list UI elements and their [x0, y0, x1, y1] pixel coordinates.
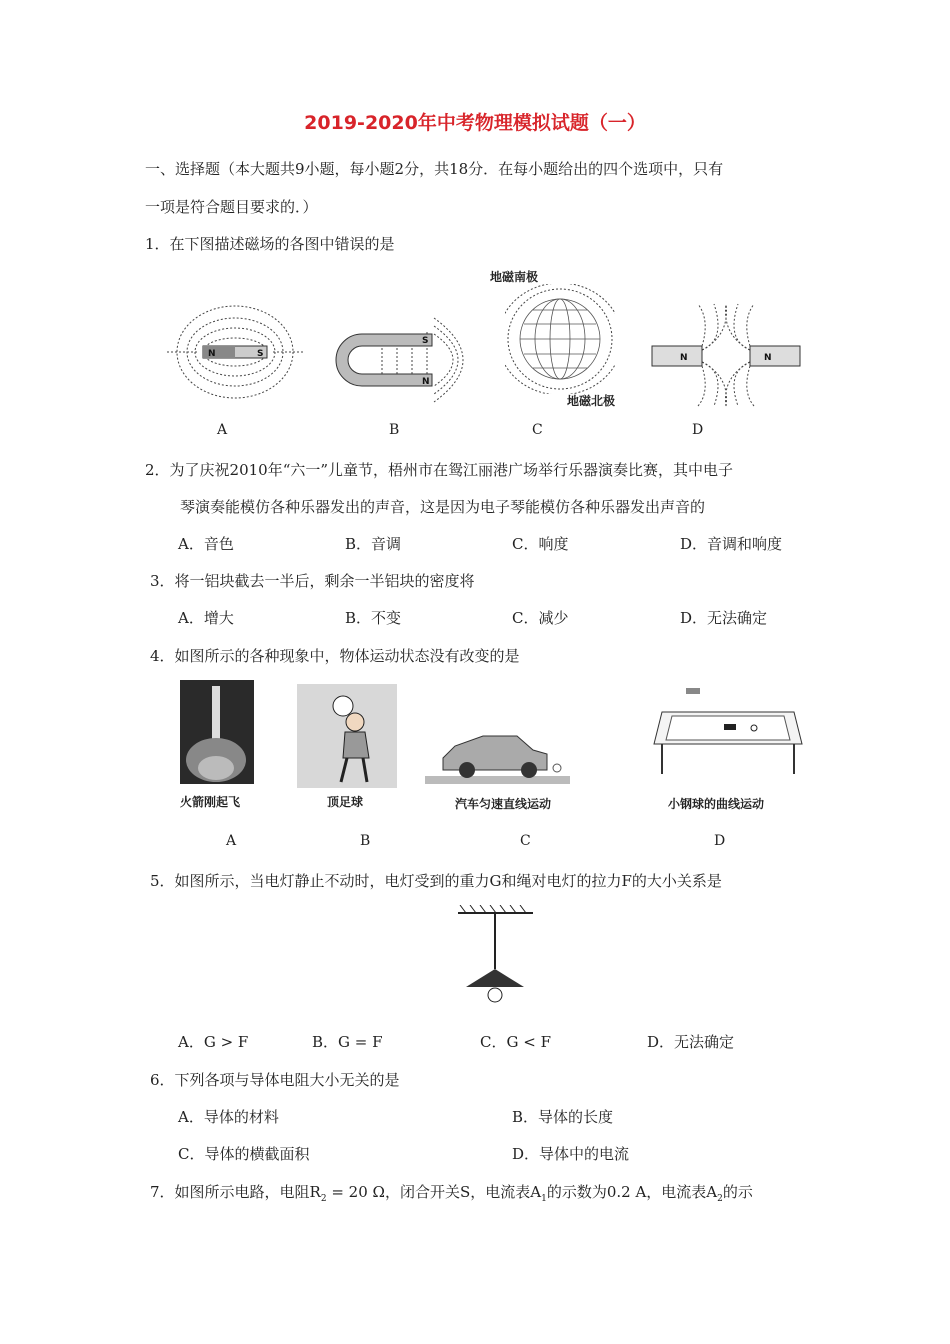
q2-option-a[interactable]: A．音色: [178, 535, 234, 553]
q4-caption-c: 汽车匀速直线运动: [455, 797, 552, 811]
q5-option-c[interactable]: C．G < F: [480, 1033, 551, 1051]
q4-label-d: D: [714, 833, 726, 849]
q1-label-c: C: [532, 422, 543, 438]
q4-caption-d: 小钢球的曲线运动: [668, 797, 765, 811]
q3-option-d[interactable]: D．无法确定: [680, 609, 768, 627]
q1-figure-d-two-north-poles: [650, 300, 802, 408]
q1-d-n-right-label: N: [764, 353, 772, 363]
q2-stem-line2: 琴演奏能模仿各种乐器发出的声音，这是因为电子琴能模仿各种乐器发出声音的: [180, 498, 706, 516]
q5-option-a[interactable]: A．G > F: [178, 1033, 249, 1051]
q4-figure-b-heading-ball: [297, 684, 397, 788]
q6-option-b[interactable]: B．导体的长度: [512, 1108, 614, 1126]
q4-label-c: C: [520, 833, 531, 849]
q4-label-a: A: [226, 833, 237, 849]
q7-stem-part-d: 的示: [722, 1183, 753, 1201]
q7-stem-part-a: 7．如图所示电路，电阻R: [150, 1183, 321, 1201]
q1-label-b: B: [389, 422, 400, 438]
q5-stem: 5．如图所示，当电灯静止不动时，电灯受到的重力G和绳对电灯的拉力F的大小关系是: [150, 872, 722, 890]
section-heading-line1: 一、选择题（本大题共9小题，每小题2分，共18分．在每小题给出的四个选项中，只有: [145, 160, 724, 178]
q4-caption-b: 顶足球: [327, 795, 364, 809]
q1-b-s-label: S: [422, 336, 429, 346]
q1-figure-c-earth-field: [505, 284, 615, 394]
q5-option-b[interactable]: B．G = F: [312, 1033, 383, 1051]
q1-stem: 1．在下图描述磁场的各图中错误的是: [145, 235, 395, 253]
q7-sub-a2: 2: [717, 1194, 723, 1204]
q1-figure-b-horseshoe-magnet: [322, 312, 472, 410]
q5-figure-hanging-lamp: [458, 905, 533, 1005]
q6-option-d[interactable]: D．导体中的电流: [512, 1145, 630, 1163]
q4-figure-c-car: [425, 710, 570, 784]
q1-c-geo-north-label: 地磁北极: [567, 394, 616, 408]
q1-b-n-label: N: [422, 377, 430, 387]
q7-sub-a1: 1: [541, 1194, 547, 1204]
q3-option-c[interactable]: C．减少: [512, 609, 569, 627]
q2-option-b[interactable]: B．音调: [345, 535, 402, 553]
q4-label-b: B: [360, 833, 371, 849]
q1-a-s-label: S: [257, 349, 264, 359]
q2-stem-line1: 2．为了庆祝2010年“六一”儿童节，梧州市在鸳江丽港广场举行乐器演奏比赛，其中电子: [145, 461, 734, 479]
q6-option-a[interactable]: A．导体的材料: [178, 1108, 279, 1126]
q7-stem-part-c: 的示数为0.2 A，电流表A: [546, 1183, 718, 1201]
page-title: 2019-2020年中考物理模拟试题（一）: [304, 112, 646, 134]
q3-stem: 3．将一铝块截去一半后，剩余一半铝块的密度将: [150, 572, 475, 590]
q2-option-c[interactable]: C．响度: [512, 535, 569, 553]
q2-option-d[interactable]: D．音调和响度: [680, 535, 783, 553]
q1-label-d: D: [692, 422, 704, 438]
q5-option-d[interactable]: D．无法确定: [647, 1033, 735, 1051]
q3-option-b[interactable]: B．不变: [345, 609, 402, 627]
q6-stem: 6．下列各项与导体电阻大小无关的是: [150, 1071, 400, 1089]
q4-figure-a-rocket: [180, 680, 254, 784]
q1-a-n-label: N: [208, 349, 216, 359]
q7-stem-part-b: = 20 Ω，闭合开关S，电流表A: [326, 1183, 542, 1201]
q1-d-n-left-label: N: [680, 353, 688, 363]
q1-c-geo-south-label: 地磁南极: [490, 270, 539, 284]
q4-stem: 4．如图所示的各种现象中，物体运动状态没有改变的是: [150, 647, 520, 665]
q4-caption-a: 火箭刚起飞: [180, 795, 241, 809]
q4-figure-d-steel-ball: [652, 684, 804, 778]
section-heading-line2: 一项是符合题目要求的．）: [145, 198, 318, 216]
q1-figure-a-bar-magnet: [165, 296, 305, 408]
q1-label-a: A: [217, 422, 228, 438]
q3-option-a[interactable]: A．增大: [178, 609, 234, 627]
q6-option-c[interactable]: C．导体的横截面积: [178, 1145, 310, 1163]
q7-sub-r2: 2: [320, 1194, 327, 1204]
q7-stem: [150, 1181, 753, 1204]
